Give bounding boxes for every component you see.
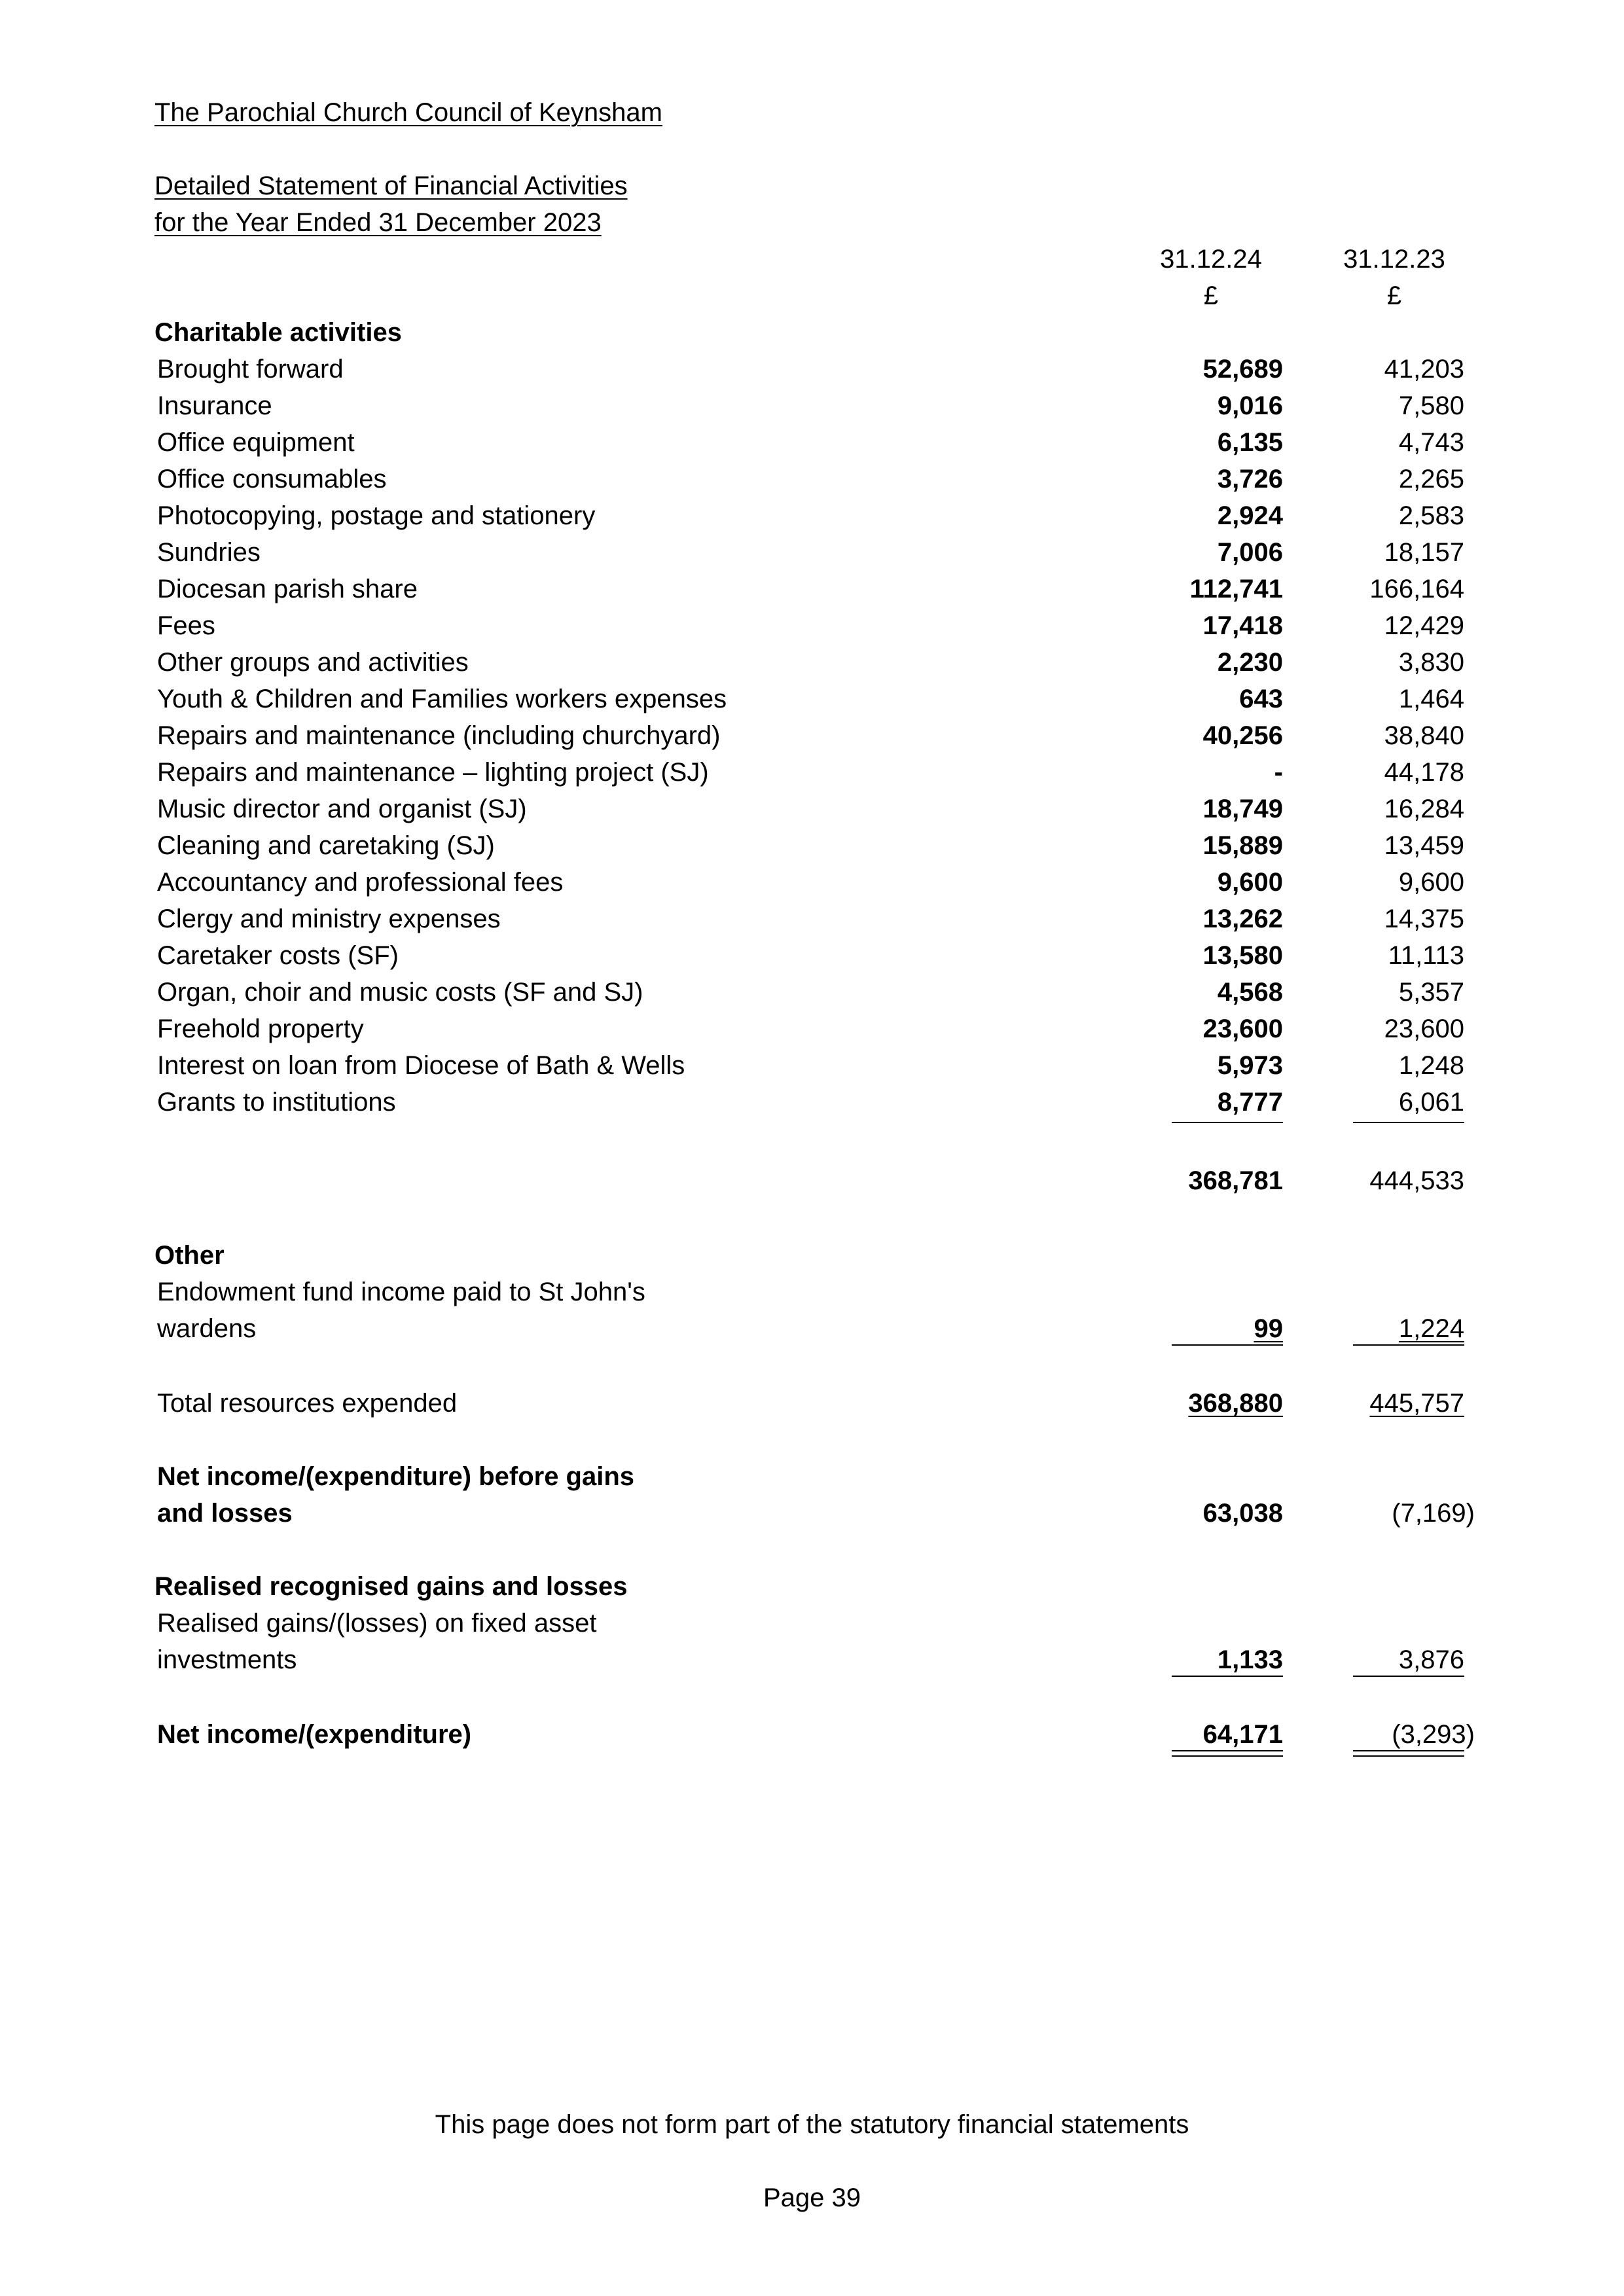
row-value-current: 643 — [1239, 685, 1283, 713]
row-value-current: 15,889 — [1202, 831, 1283, 860]
gains-rule-current — [1172, 1676, 1283, 1677]
row-value-prior: 12,429 — [1384, 611, 1464, 640]
row-label: Youth & Children and Families workers expenses — [157, 685, 727, 713]
gains-current: 1,133 — [1217, 1645, 1283, 1674]
other-label-cont: wardens — [157, 1314, 257, 1343]
row-value-prior: 9,600 — [1398, 868, 1464, 897]
row-value-current: 9,016 — [1217, 391, 1283, 420]
subtotal-prior: 444,533 — [1369, 1166, 1464, 1195]
gains-rule-prior — [1353, 1676, 1464, 1677]
row-label: Freehold property — [157, 1014, 364, 1043]
row-value-prior: 1,464 — [1398, 685, 1464, 713]
subtotal-current: 368,781 — [1188, 1166, 1283, 1195]
row-value-current: 40,256 — [1202, 721, 1283, 750]
row-value-prior: 23,600 — [1384, 1014, 1464, 1043]
row-label: Cleaning and caretaking (SJ) — [157, 831, 495, 860]
row-value-prior: 5,357 — [1398, 978, 1464, 1007]
other-rule-current — [1172, 1344, 1283, 1346]
row-value-prior: 38,840 — [1384, 721, 1464, 750]
row-label: Grants to institutions — [157, 1088, 396, 1117]
other-rule-prior — [1353, 1344, 1464, 1346]
row-label: Photocopying, postage and stationery — [157, 501, 596, 530]
row-value-current: 5,973 — [1217, 1051, 1283, 1080]
row-value-prior: 2,583 — [1398, 501, 1464, 530]
row-value-prior: 11,113 — [1388, 941, 1464, 970]
section-heading-other: Other — [154, 1241, 225, 1270]
row-label: Brought forward — [157, 355, 344, 384]
row-value-prior: 7,580 — [1398, 391, 1464, 420]
row-label: Fees — [157, 611, 215, 640]
row-value-current: 2,230 — [1217, 648, 1283, 677]
gains-prior: 3,876 — [1398, 1645, 1464, 1674]
row-label: Accountancy and professional fees — [157, 868, 564, 897]
row-value-prior: 1,248 — [1398, 1051, 1464, 1080]
row-value-current: 7,006 — [1217, 538, 1283, 567]
net-before-label: Net income/(expenditure) before gains — [157, 1462, 635, 1491]
row-value-prior: 18,157 — [1384, 538, 1464, 567]
net-current: 64,171 — [1202, 1720, 1283, 1749]
other-current: 99 — [1254, 1314, 1283, 1343]
row-label: Office equipment — [157, 428, 355, 457]
gains-label-cont: investments — [157, 1645, 297, 1674]
row-value-current: 8,777 — [1217, 1088, 1283, 1117]
row-label: Music director and organist (SJ) — [157, 795, 527, 823]
row-value-prior: 44,178 — [1384, 758, 1464, 787]
row-value-current: 6,135 — [1217, 428, 1283, 457]
row-label: Insurance — [157, 391, 272, 420]
row-label: Repairs and maintenance – lighting project (SJ) — [157, 758, 709, 787]
row-label: Clergy and ministry expenses — [157, 905, 501, 933]
row-label: Sundries — [157, 538, 261, 567]
row-value-prior: 4,743 — [1398, 428, 1464, 457]
row-value-current: 4,568 — [1217, 978, 1283, 1007]
row-value-current: 13,262 — [1202, 905, 1283, 933]
subtotal-rule-current — [1172, 1122, 1283, 1123]
statement-title: Detailed Statement of Financial Activities — [154, 171, 628, 200]
other-label: Endowment fund income paid to St John's — [157, 1278, 645, 1306]
row-value-prior: 14,375 — [1384, 905, 1464, 933]
row-value-prior: 2,265 — [1398, 465, 1464, 493]
row-value-prior: 6,061 — [1398, 1088, 1464, 1117]
column-date-prior: 31.12.23 — [1343, 245, 1445, 274]
net-before-current: 63,038 — [1202, 1499, 1283, 1528]
footer-note: This page does not form part of the statutory financial statements — [435, 2110, 1189, 2139]
row-value-current: 9,600 — [1217, 868, 1283, 897]
net-before-label-cont: and losses — [157, 1499, 293, 1528]
row-label: Interest on loan from Diocese of Bath & Wells — [157, 1051, 685, 1080]
row-value-current: 112,741 — [1189, 575, 1283, 603]
subtotal-rule-prior — [1353, 1122, 1464, 1123]
row-value-prior: 41,203 — [1384, 355, 1464, 384]
row-value-current: 23,600 — [1202, 1014, 1283, 1043]
total-current: 368,880 — [1188, 1389, 1283, 1418]
row-label: Caretaker costs (SF) — [157, 941, 399, 970]
statement-period: for the Year Ended 31 December 2023 — [154, 208, 602, 237]
section-heading-gains: Realised recognised gains and losses — [154, 1572, 628, 1601]
column-date-current: 31.12.24 — [1160, 245, 1262, 274]
net-label: Net income/(expenditure) — [157, 1720, 472, 1749]
column-unit-current: £ — [1203, 281, 1219, 310]
organisation-name: The Parochial Church Council of Keynsham — [154, 98, 662, 127]
section-heading-charitable: Charitable activities — [154, 318, 402, 347]
row-value-current: 3,726 — [1217, 465, 1283, 493]
row-value-current: 2,924 — [1217, 501, 1283, 530]
row-value-current: 17,418 — [1202, 611, 1283, 640]
row-value-prior: 3,830 — [1398, 648, 1464, 677]
other-prior: 1,224 — [1398, 1314, 1464, 1343]
column-unit-prior: £ — [1386, 281, 1402, 310]
row-label: Other groups and activities — [157, 648, 469, 677]
page-number: Page 39 — [763, 2183, 861, 2212]
row-value-current: 13,580 — [1202, 941, 1283, 970]
total-label: Total resources expended — [157, 1389, 458, 1418]
net-double-rule-current — [1172, 1750, 1283, 1757]
gains-label: Realised gains/(losses) on fixed asset — [157, 1609, 597, 1638]
net-double-rule-prior — [1353, 1750, 1464, 1757]
row-value-current: 18,749 — [1202, 795, 1283, 823]
row-value-current: 52,689 — [1202, 355, 1283, 384]
row-value-prior: 16,284 — [1384, 795, 1464, 823]
row-label: Organ, choir and music costs (SF and SJ) — [157, 978, 643, 1007]
net-prior: (3,293) — [1392, 1720, 1475, 1749]
row-label: Diocesan parish share — [157, 575, 418, 603]
row-value-prior: 166,164 — [1369, 575, 1464, 603]
row-value-current: - — [1274, 758, 1283, 787]
row-label: Repairs and maintenance (including churchyard) — [157, 721, 721, 750]
row-value-prior: 13,459 — [1384, 831, 1464, 860]
row-label: Office consumables — [157, 465, 387, 493]
total-prior: 445,757 — [1369, 1389, 1464, 1418]
net-before-prior: (7,169) — [1392, 1499, 1475, 1528]
